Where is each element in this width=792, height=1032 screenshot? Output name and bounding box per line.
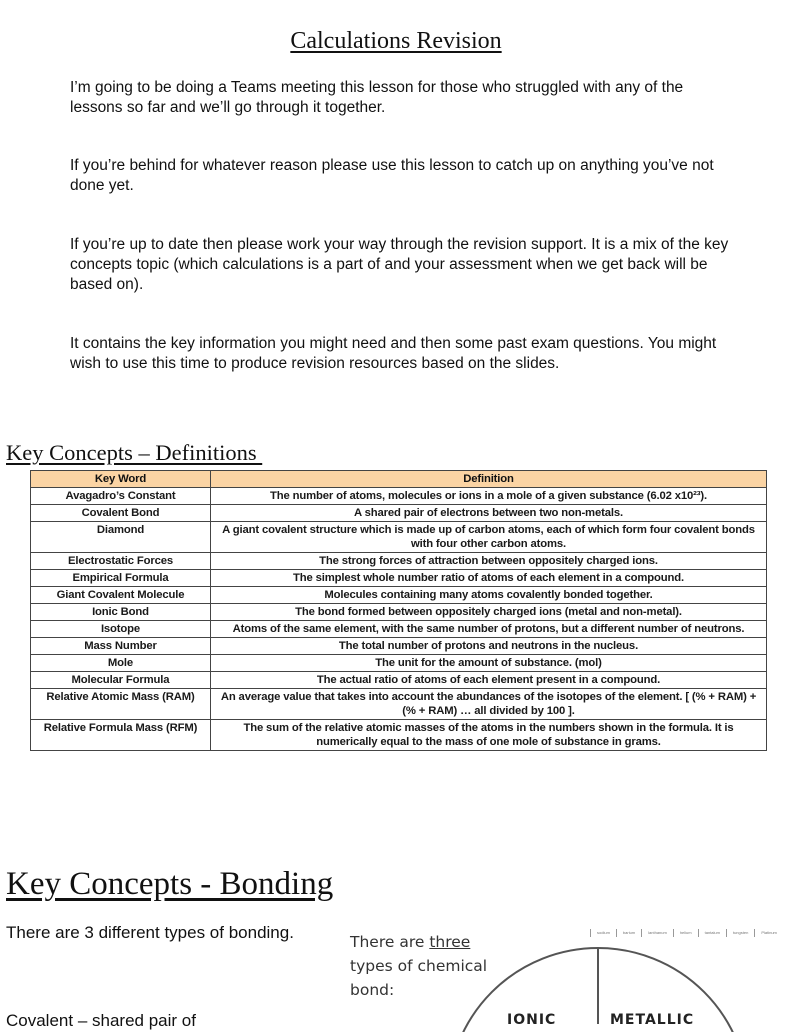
bonding-text-2: Covalent – shared pair of (6, 1011, 196, 1030)
table-row (31, 672, 767, 689)
definition-cell: A giant covalent structure which is made up of carbon atoms, each of which form four covalent bonds with four other carbon atoms. (211, 522, 767, 553)
definition-cell: The bond formed between oppositely charged ions (metal and non-metal). (211, 604, 767, 621)
intro-paragraph-2: If you’re behind for whatever reason please use this lesson to catch up on anything you’ve not done yet. (70, 157, 714, 194)
definition-cell: The number of atoms, molecules or ions in a mole of a given substance (6.02 x10²³). (211, 488, 767, 505)
table-row (31, 621, 767, 638)
element-label: barium (616, 929, 641, 937)
column-header-key-word: Key Word (31, 471, 211, 488)
element-label: tungsten (726, 929, 754, 937)
caption-underlined-word: three (429, 933, 471, 951)
element-label-strip (590, 929, 783, 937)
bonding-heading: Key Concepts - Bonding (6, 866, 334, 902)
key-word-cell: Covalent Bond (31, 505, 211, 522)
table-row (31, 488, 767, 505)
page-title: Calculations Revision (290, 28, 502, 54)
intro-paragraph-1: I’m going to be doing a Teams meeting this lesson for those who struggled with any of the lessons so far and we’ll go through it together. (70, 79, 684, 116)
definition-cell: The actual ratio of atoms of each element present in a compound. (211, 672, 767, 689)
element-label: helium (673, 929, 698, 937)
definition-cell: An average value that takes into account the abundances of the isotopes of the element. [ (% + RAM) + (% + RAM) … all divided by 100 ]. (211, 689, 767, 720)
element-label: sodium (590, 929, 616, 937)
element-label: tantalum (698, 929, 726, 937)
key-word-cell: Giant Covalent Molecule (31, 587, 211, 604)
definition-cell: The unit for the amount of substance. (mol) (211, 655, 767, 672)
caption-line-3: bond: (350, 981, 395, 999)
intro-paragraph-4: It contains the key information you might need and then some past exam questions. You might wish to use this time to produce revision resources based on the slides. (70, 335, 717, 372)
ionic-label: IONIC (507, 1012, 557, 1028)
bonding-text-1: There are 3 different types of bonding. (6, 923, 294, 942)
element-label: Platinum (754, 929, 783, 937)
key-word-cell: Electrostatic Forces (31, 553, 211, 570)
key-word-cell: Relative Formula Mass (RFM) (31, 720, 211, 751)
key-word-cell: Mass Number (31, 638, 211, 655)
definition-cell: Molecules containing many atoms covalently bonded together. (211, 587, 767, 604)
definition-cell: The sum of the relative atomic masses of the atoms in the numbers shown in the formula. It is numerically equal to the mass of one mole of substance in grams. (211, 720, 767, 751)
definition-cell: The simplest whole number ratio of atoms of each element in a compound. (211, 570, 767, 587)
key-word-cell: Diamond (31, 522, 211, 553)
definitions-heading: Key Concepts – Definitions (6, 440, 263, 465)
table-row (31, 638, 767, 655)
key-word-cell: Molecular Formula (31, 672, 211, 689)
key-word-cell: Isotope (31, 621, 211, 638)
table-row (31, 505, 767, 522)
table-row (31, 522, 767, 553)
definition-cell: The strong forces of attraction between oppositely charged ions. (211, 553, 767, 570)
definitions-table (30, 470, 767, 751)
column-header-definition: Definition (211, 471, 767, 488)
table-row (31, 720, 767, 751)
definition-cell: The total number of protons and neutrons in the nucleus. (211, 638, 767, 655)
caption-line-1: There are (350, 933, 430, 951)
table-header-row (31, 471, 767, 488)
caption-line-2: types of chemical (350, 957, 488, 975)
table-row (31, 655, 767, 672)
table-row (31, 587, 767, 604)
table-row (31, 689, 767, 720)
table-row (31, 570, 767, 587)
intro-paragraph-3: If you’re up to date then please work your way through the revision support. It is a mix of the key concepts topic (which calculations is a part of and your assessment when we get back will be based on). (70, 236, 729, 293)
key-word-cell: Empirical Formula (31, 570, 211, 587)
key-word-cell: Relative Atomic Mass (RAM) (31, 689, 211, 720)
table-row (31, 604, 767, 621)
metallic-label: METALLIC (610, 1012, 695, 1028)
definition-cell: Atoms of the same element, with the same number of protons, but a different number of neutrons. (211, 621, 767, 638)
key-word-cell: Avagadro’s Constant (31, 488, 211, 505)
key-word-cell: Mole (31, 655, 211, 672)
definitions-table-body (31, 488, 767, 751)
key-word-cell: Ionic Bond (31, 604, 211, 621)
table-row (31, 553, 767, 570)
definition-cell: A shared pair of electrons between two non-metals. (211, 505, 767, 522)
element-label: lanthanum (641, 929, 673, 937)
